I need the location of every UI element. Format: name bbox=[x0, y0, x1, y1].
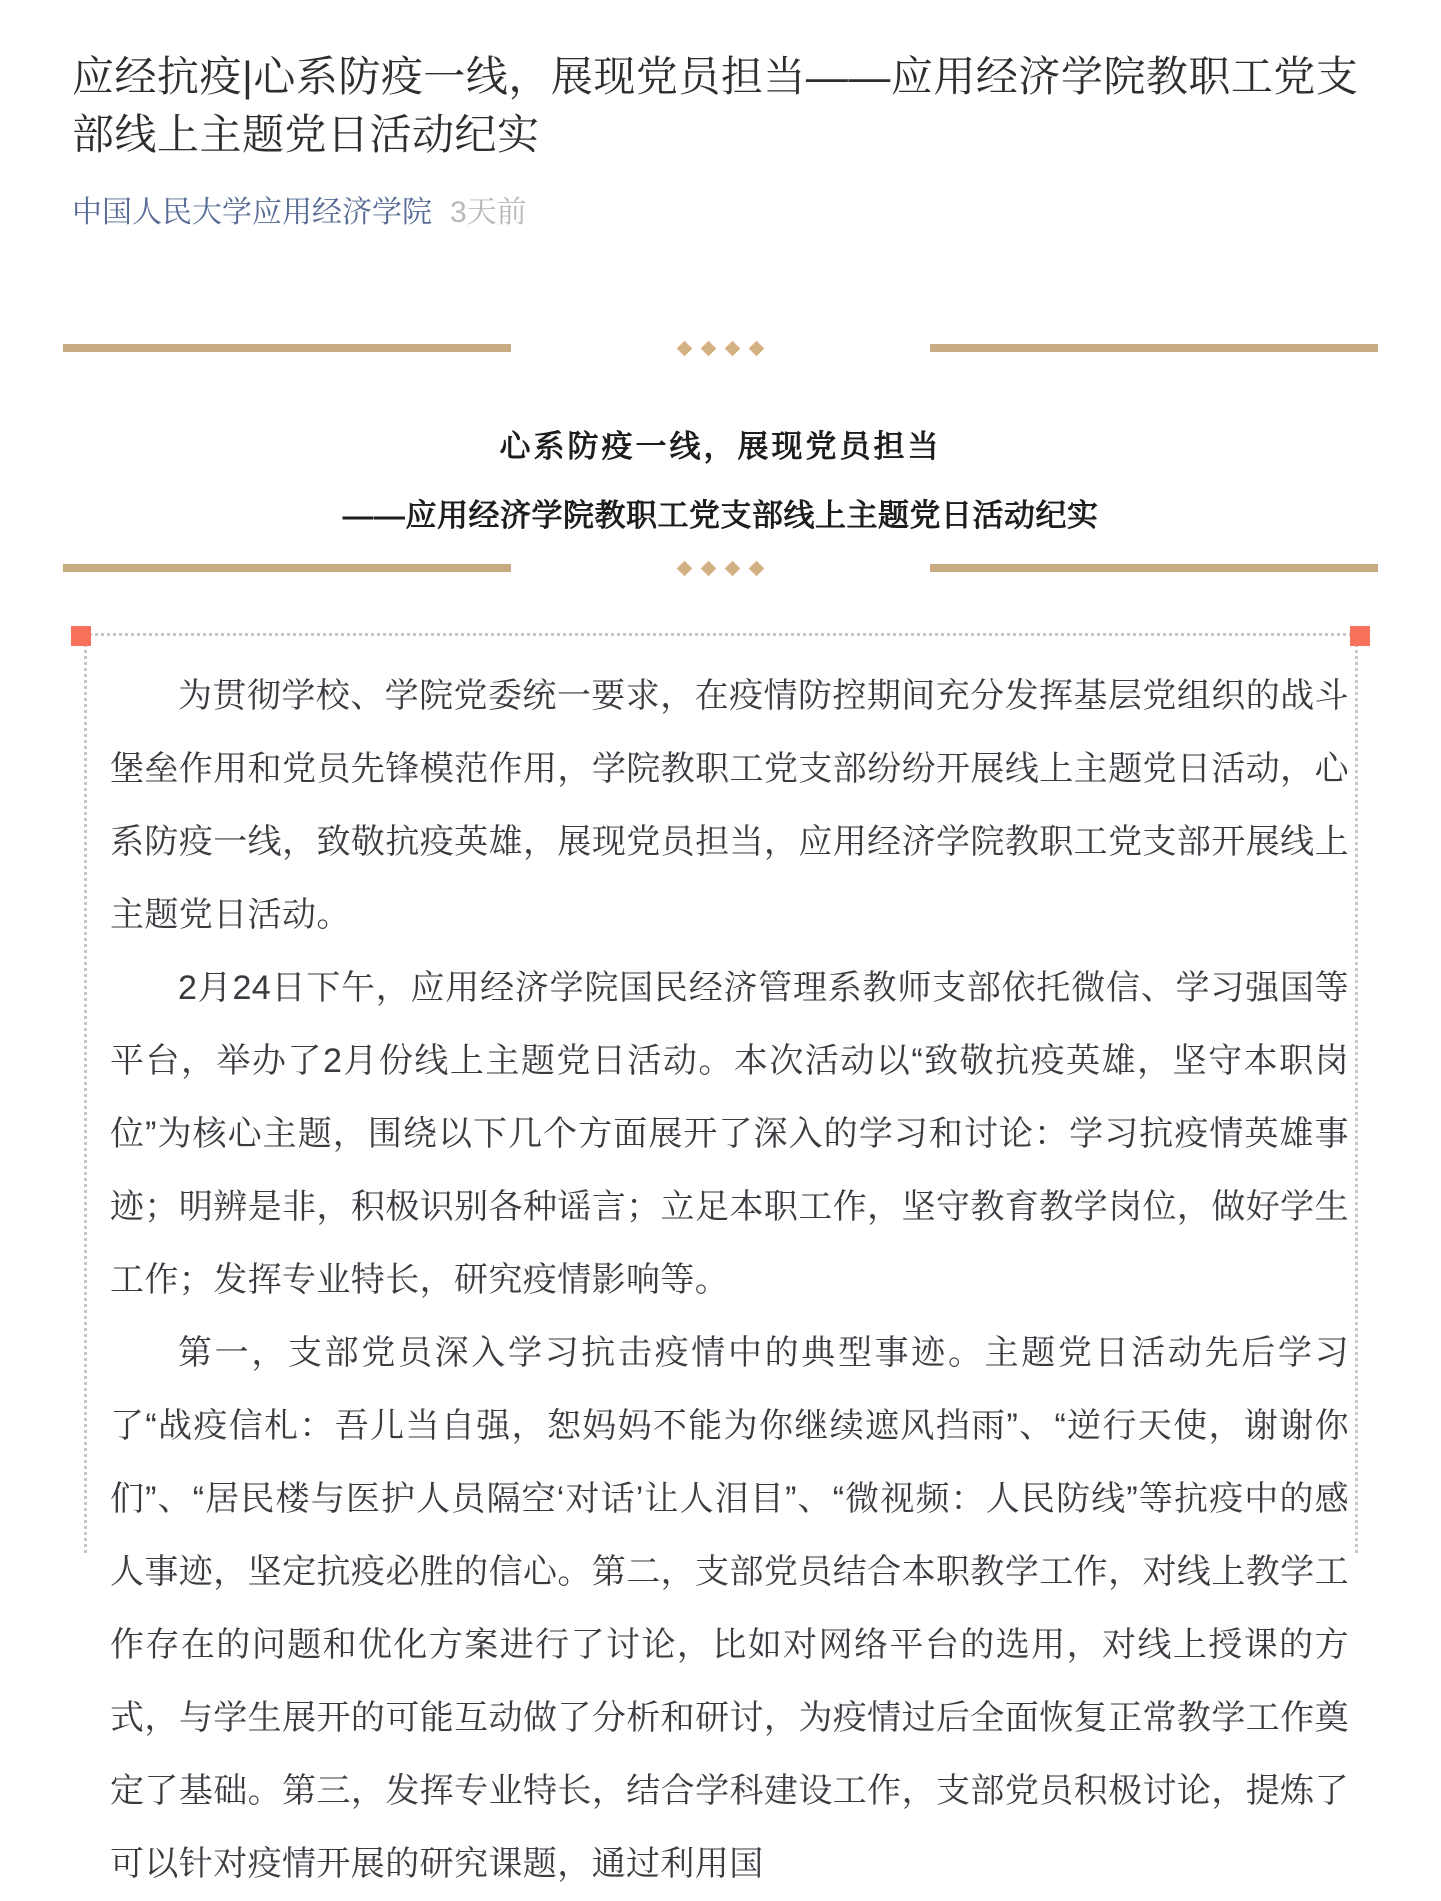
diamond-icon bbox=[677, 560, 693, 576]
gold-divider-bottom bbox=[63, 561, 1378, 575]
diamond-group bbox=[679, 563, 762, 574]
diamond-icon bbox=[749, 340, 765, 356]
body-paragraph: 2月24日下午，应用经济学院国民经济管理系教师支部依托微信、学习强国等平台，举办了2月份线上主题党日活动。本次活动以“致敬抗疫英雄，坚守本职岗位”为核心主题，围绕以下几个方面展开了深入的学习和讨论：学习抗疫情英雄事迹；明辨是非，积极识别各种谣言；立足本职工作，坚守教育教学岗位，做好学生工作；发挥专业特长，研究疫情影响等。 bbox=[110, 969, 1349, 1299]
diamond-icon bbox=[701, 560, 717, 576]
meta-line bbox=[72, 195, 1378, 231]
body-paragraph: 为贯彻学校、学院党委统一要求，在疫情防控期间充分发挥基层党组织的战斗堡垒作用和党员先锋模范作用，学院教职工党支部纷纷开展线上主题党日活动，心系防疫一线，致敬抗疫英雄，展现党员担当，应用经济学院教职工党支部开展线上主题党日活动。 bbox=[110, 677, 1349, 934]
publish-time: 3天前 bbox=[450, 196, 527, 229]
diamond-icon bbox=[725, 560, 741, 576]
divider-line-left bbox=[63, 564, 511, 572]
subtitle-line-2: ——应用经济学院教职工党支部线上主题党日活动纪实 bbox=[342, 498, 1099, 533]
subtitle-line-1: 心系防疫一线，展现党员担当 bbox=[499, 429, 942, 464]
diamond-icon bbox=[749, 560, 765, 576]
author-link[interactable]: 中国人民大学应用经济学院 bbox=[72, 196, 432, 229]
divider-line-left bbox=[63, 344, 511, 352]
diamond-icon bbox=[725, 340, 741, 356]
diamond-icon bbox=[701, 340, 717, 356]
corner-square-top-left bbox=[71, 626, 91, 646]
corner-square-top-right bbox=[1350, 626, 1370, 646]
page-title: 应经抗疫|心系防疫一线，展现党员担当——应用经济学院教职工党支部线上主题党日活动纪实 bbox=[72, 53, 1359, 158]
diamond-group bbox=[679, 343, 762, 354]
divider-line-right bbox=[930, 344, 1378, 352]
diamond-icon bbox=[677, 340, 693, 356]
gold-divider-top bbox=[63, 341, 1378, 355]
body-paragraph: 第一，支部党员深入学习抗击疫情中的典型事迹。主题党日活动先后学习了“战疫信札：吾儿当自强，恕妈妈不能为你继续遮风挡雨”、“逆行天使，谢谢你们”、“居民楼与医护人员隔空‘对话’让人泪目”、“微视频：人民防线”等抗疫中的感人事迹，坚定抗疫必胜的信心。第二，支部党员结合本职教学工作，对线上教学工作存在的问题和优化方案进行了讨论，比如对网络平台的选用，对线上授课的方式，与学生展开的可能互动做了分析和研讨，为疫情过后全面恢复正常教学工作奠定了基础。第三，发挥专业特长，结合学科建设工作，支部党员积极讨论，提炼了可以针对疫情开展的研究课题，通过利用国 bbox=[110, 1334, 1349, 1883]
divider-line-right bbox=[930, 564, 1378, 572]
content-box bbox=[84, 633, 1358, 1883]
